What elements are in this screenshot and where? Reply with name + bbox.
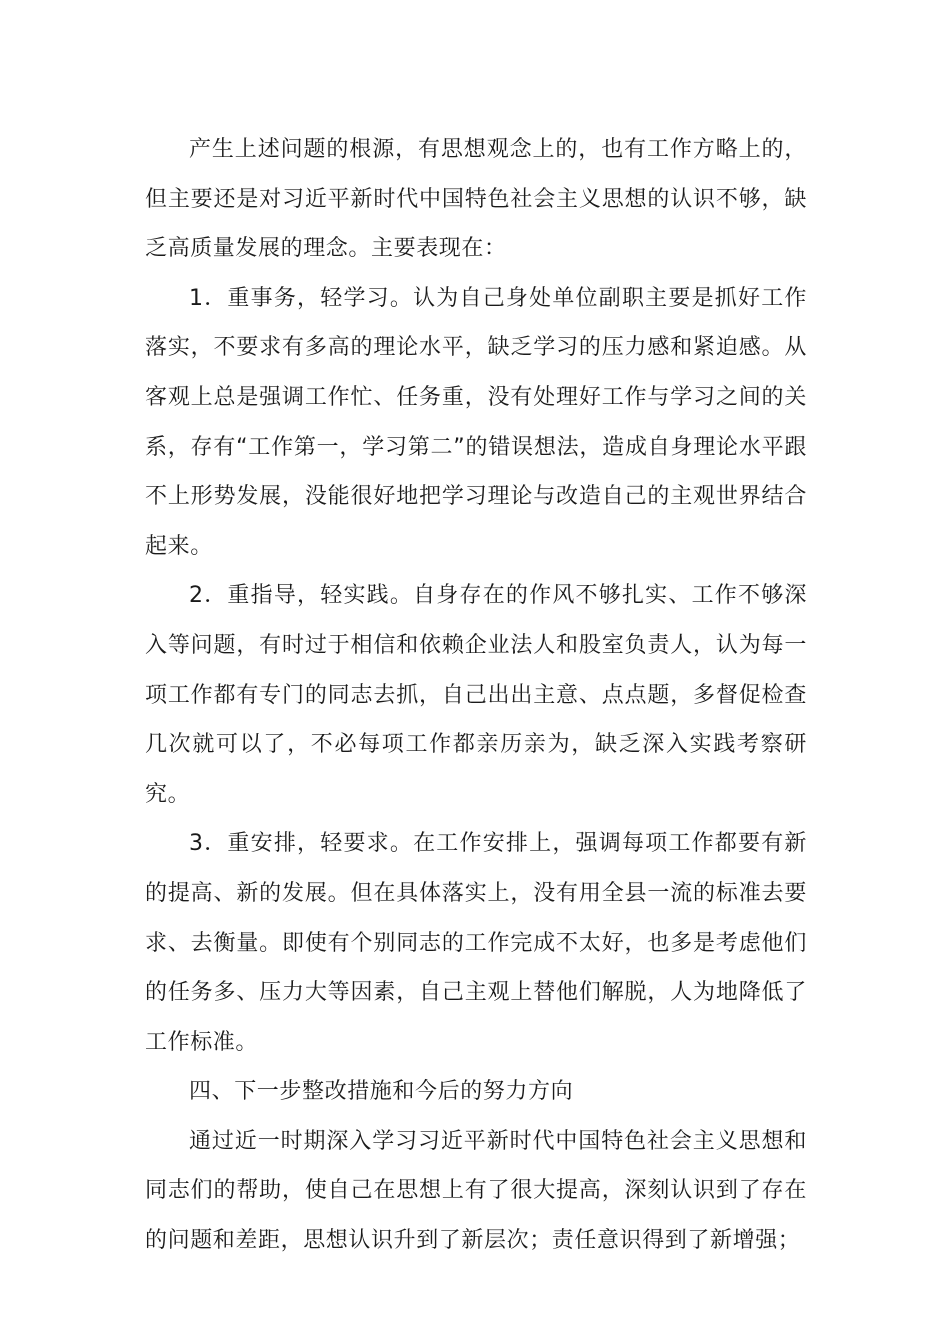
paragraph-point-1: 1．重事务，轻学习。认为自己身处单位副职主要是抓好工作落实，不要求有多高的理论水平，缺乏学习的压力感和紧迫感。从客观上总是强调工作忙、任务重，没有处理好工作与学习之间的关系，存有“工作第一，学习第二”的错误想法，造成自身理论水平跟不上形势发展，没能很好地把学习理论与改造自己的主观世界结合起来。 <box>145 285 807 559</box>
paragraph-root-causes: 产生上述问题的根源，有思想观念上的，也有工作方略上的，但主要还是对习近平新时代中国特色社会主义思想的认识不够，缺乏高质量发展的理念。主要表现在： <box>145 137 807 262</box>
paragraph-improvement: 通过近一时期深入学习习近平新时代中国特色社会主义思想和同志们的帮助，使自己在思想上有了很大提高，深刻认识到了存在的问题和差距，思想认识升到了新层次；责任意识得到了新增强； <box>145 1128 807 1254</box>
document-body <box>145 125 807 1266</box>
paragraph-point-2: 2．重指导，轻实践。自身存在的作风不够扎实、工作不够深入等问题，有时过于相信和依赖企业法人和股室负责人，认为每一项工作都有专门的同志去抓，自己出出主意、点点题，多督促检查几次就可以了，不必每项工作都亲历亲为，缺乏深入实践考察研究。 <box>145 583 807 807</box>
paragraph-point-3: 3．重安排，轻要求。在工作安排上，强调每项工作都要有新的提高、新的发展。但在具体落实上，没有用全县一流的标准去要求、去衡量。即使有个别同志的工作完成不太好，也多是考虑他们的任务多、压力大等因素，自己主观上替他们解脱，人为地降低了工作标准。 <box>145 831 807 1055</box>
section-heading-next-steps: 四、下一步整改措施和今后的努力方向 <box>189 1079 574 1105</box>
